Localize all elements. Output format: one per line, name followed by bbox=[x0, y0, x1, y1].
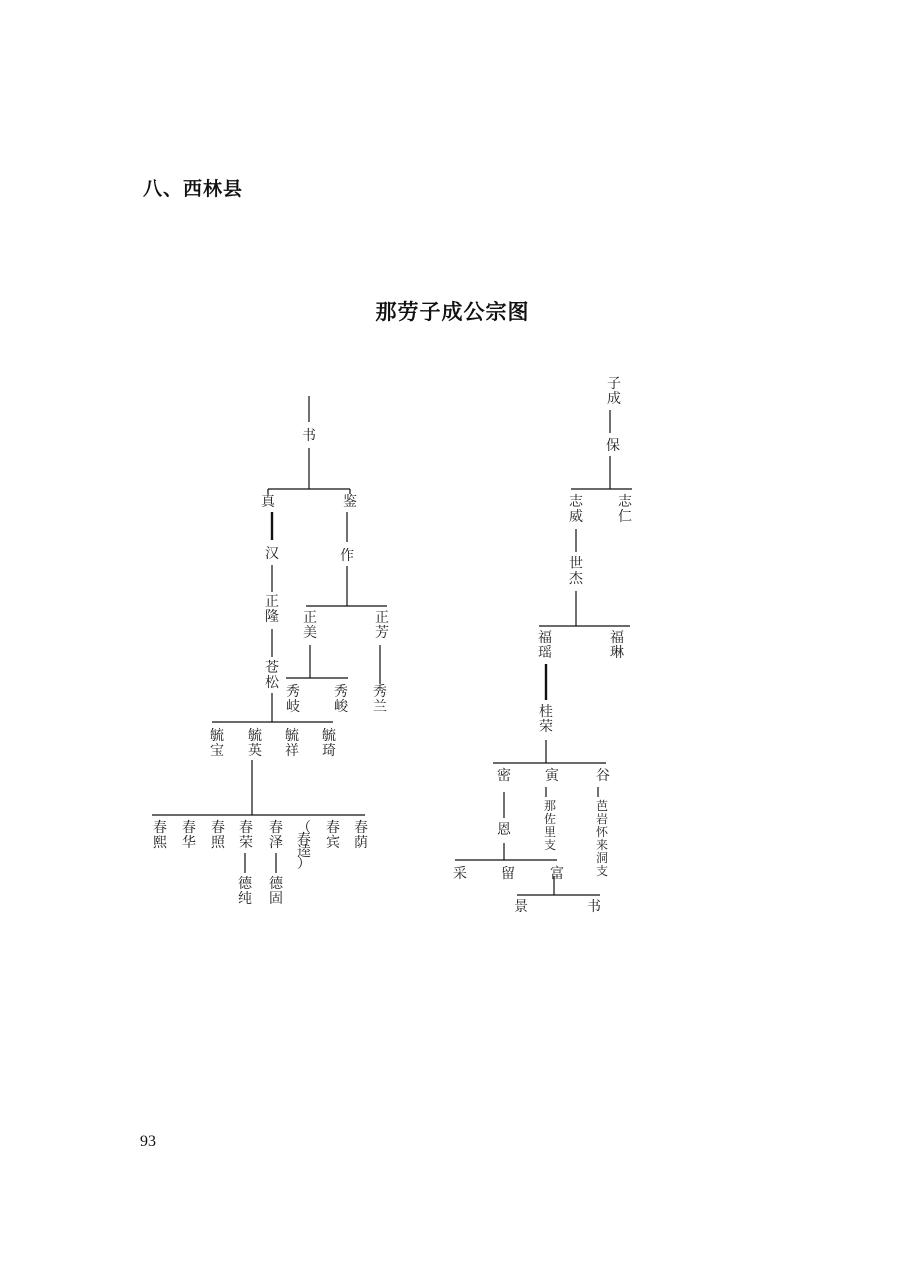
person-name: 正美 bbox=[303, 610, 317, 641]
tree-labels bbox=[153, 376, 633, 915]
person-name: 毓琦 bbox=[322, 728, 336, 759]
person-name: 保 bbox=[606, 438, 620, 454]
person-name: （春逵） bbox=[297, 820, 311, 872]
person-name: 那佐里支 bbox=[543, 799, 557, 852]
person-name: 世杰 bbox=[569, 556, 583, 587]
person-name: 书 bbox=[302, 428, 316, 444]
person-name: 子成 bbox=[607, 376, 621, 407]
person-name: 春熙 bbox=[153, 820, 167, 851]
person-name: 书 bbox=[587, 899, 601, 915]
person-name: 春荣 bbox=[239, 820, 253, 851]
person-name: 秀岐 bbox=[286, 684, 300, 715]
person-name: 春照 bbox=[211, 820, 225, 851]
page-number: 93 bbox=[140, 1133, 156, 1150]
person-name: 密 bbox=[497, 768, 511, 784]
person-name: 富 bbox=[550, 866, 564, 882]
person-name: 苍松 bbox=[265, 660, 279, 691]
person-name: 德固 bbox=[269, 876, 283, 907]
person-name: 春荫 bbox=[354, 820, 368, 851]
section-heading: 八、西林县 bbox=[143, 178, 244, 200]
person-name: 秀兰 bbox=[373, 684, 387, 715]
person-name: 福瑶 bbox=[538, 630, 552, 661]
person-name: 芭岩怀来洞支 bbox=[595, 799, 609, 878]
person-name: 桂荣 bbox=[539, 704, 553, 735]
person-name: 作 bbox=[340, 548, 354, 564]
person-name: 真 bbox=[261, 494, 275, 510]
person-name: 春华 bbox=[182, 820, 196, 851]
person-name: 福琳 bbox=[610, 630, 624, 661]
person-name: 恩 bbox=[497, 822, 511, 838]
person-name: 留 bbox=[501, 866, 515, 882]
person-name: 春泽 bbox=[269, 820, 283, 851]
person-name: 毓宝 bbox=[210, 728, 224, 759]
person-name: 正芳 bbox=[375, 610, 389, 641]
person-name: 毓英 bbox=[248, 728, 262, 759]
person-name: 德纯 bbox=[238, 876, 252, 907]
person-name: 汉 bbox=[265, 546, 279, 562]
person-name: 谷 bbox=[596, 768, 610, 784]
person-name: 志仁 bbox=[618, 494, 632, 525]
person-name: 鉴 bbox=[343, 494, 357, 510]
person-name: 毓祥 bbox=[285, 728, 299, 759]
person-name: 志威 bbox=[569, 494, 583, 525]
person-name: 春宾 bbox=[326, 820, 340, 851]
chart-title: 那劳子成公宗图 bbox=[375, 300, 530, 324]
person-name: 寅 bbox=[545, 768, 559, 784]
person-name: 采 bbox=[453, 866, 467, 882]
person-name: 正隆 bbox=[265, 594, 279, 625]
person-name: 景 bbox=[514, 899, 528, 915]
person-name: 秀峻 bbox=[334, 684, 348, 715]
